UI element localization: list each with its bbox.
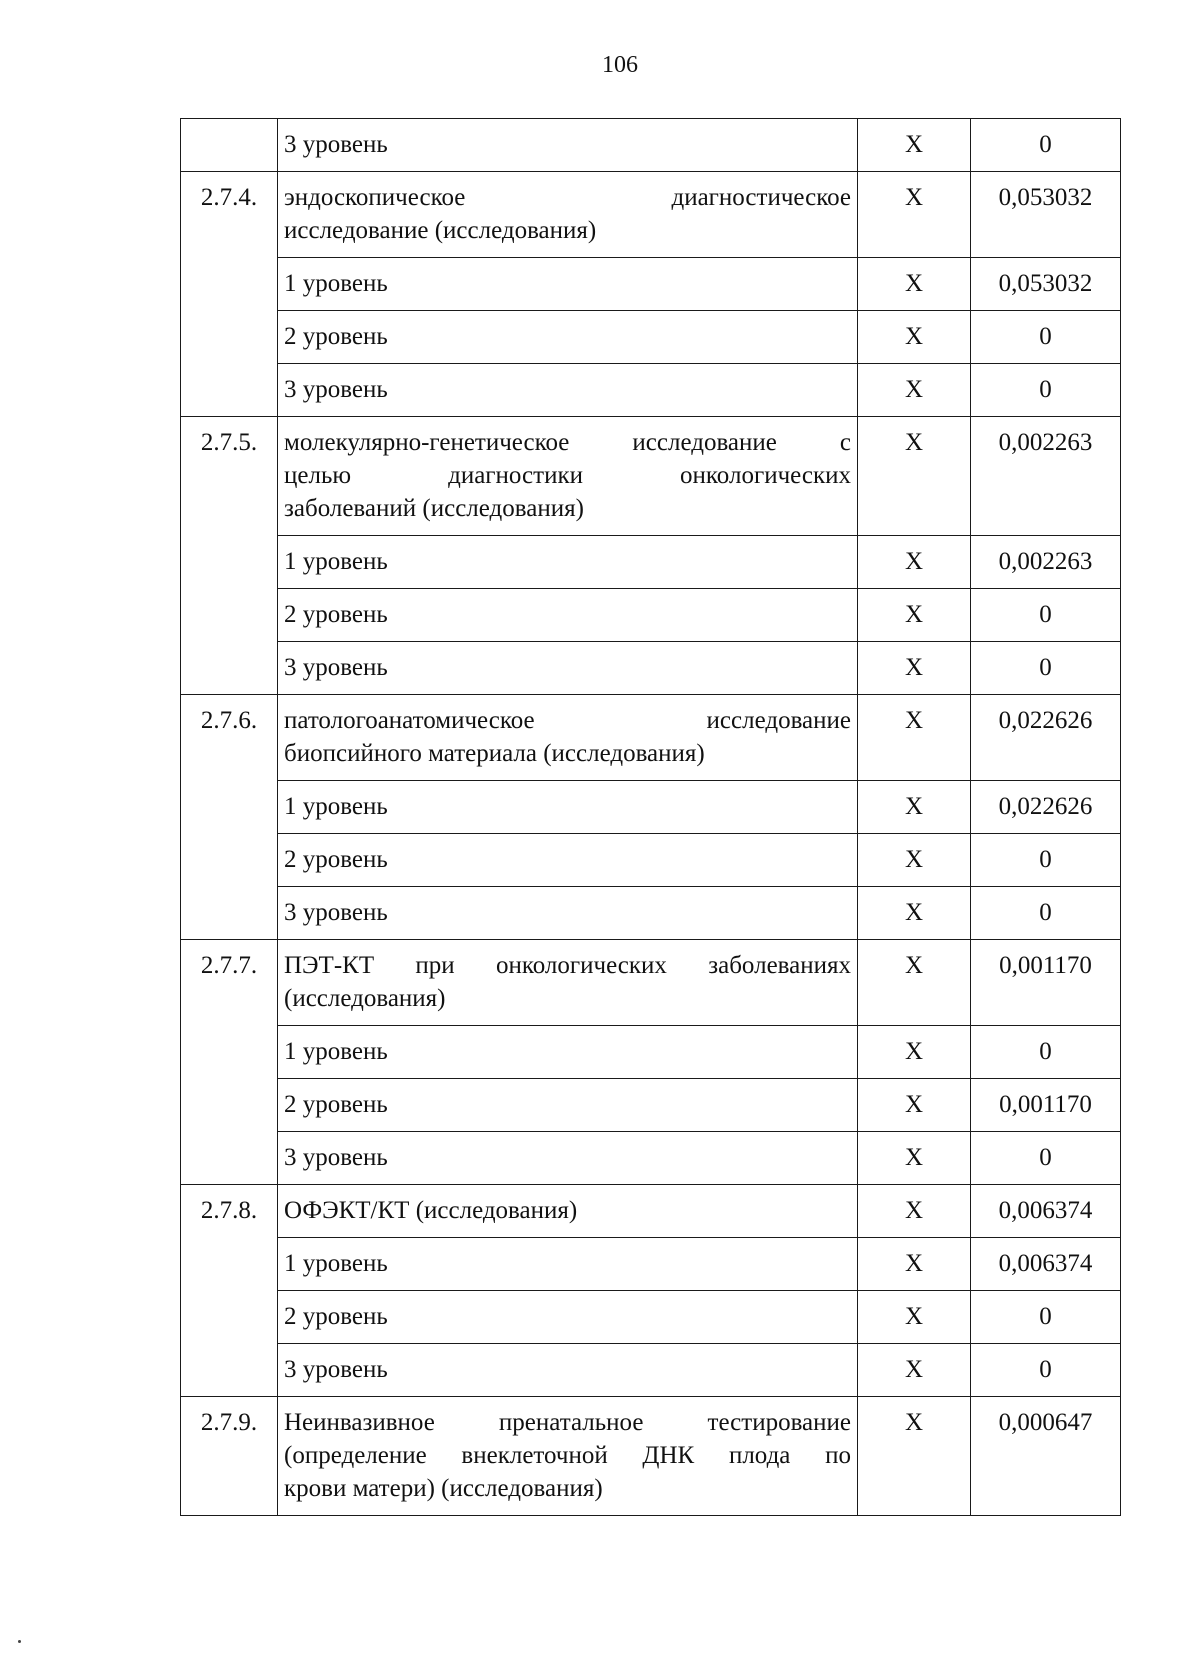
level-name-cell: [278, 1026, 858, 1079]
x-mark-cell: X: [858, 1344, 971, 1397]
name-text-line: биопсийного материала (исследования): [284, 740, 705, 767]
name-text-line: патологоанатомическое исследование: [284, 707, 851, 734]
table-row: [181, 781, 1121, 834]
table-row: [181, 1291, 1121, 1344]
table-row: [181, 695, 1121, 781]
table-row: [181, 119, 1121, 172]
section-number-cell: 2.7.7.: [181, 940, 278, 1185]
level-name-cell: [278, 589, 858, 642]
name-text-line: 3 уровень: [284, 376, 388, 403]
level-name-cell: [278, 536, 858, 589]
name-text-line: 2 уровень: [284, 601, 388, 628]
x-mark-cell: X: [858, 311, 971, 364]
level-name-cell: [278, 887, 858, 940]
value-cell: 0: [971, 642, 1121, 695]
level-name-cell: [278, 1291, 858, 1344]
table-row: [181, 1238, 1121, 1291]
table-row: [181, 417, 1121, 536]
name-text-line: 2 уровень: [284, 323, 388, 350]
indicator-name-cell: [278, 940, 858, 1026]
indicator-name-cell: [278, 695, 858, 781]
indicator-name-cell: [278, 1185, 858, 1238]
value-cell: 0: [971, 1291, 1121, 1344]
value-cell: 0: [971, 1026, 1121, 1079]
x-mark-cell: X: [858, 1132, 971, 1185]
table-row: [181, 1132, 1121, 1185]
name-text-line: 3 уровень: [284, 131, 388, 158]
x-mark-cell: X: [858, 1397, 971, 1516]
table-row: [181, 589, 1121, 642]
name-text-line: 3 уровень: [284, 1356, 388, 1383]
name-text-line: 1 уровень: [284, 793, 388, 820]
table-row: [181, 642, 1121, 695]
x-mark-cell: X: [858, 1079, 971, 1132]
name-text-line: заболеваний (исследования): [284, 495, 584, 522]
value-cell: 0,001170: [971, 940, 1121, 1026]
name-text-line: целью диагностики онкологических: [284, 462, 851, 489]
name-text-line: Неинвазивное пренатальное тестирование: [284, 1409, 851, 1436]
x-mark-cell: X: [858, 589, 971, 642]
table-row: [181, 311, 1121, 364]
value-cell: 0,001170: [971, 1079, 1121, 1132]
name-text-line: 1 уровень: [284, 548, 388, 575]
level-name-cell: [278, 1344, 858, 1397]
x-mark-cell: X: [858, 417, 971, 536]
table-row: [181, 1344, 1121, 1397]
section-number-cell: 2.7.9.: [181, 1397, 278, 1516]
name-text-line: 1 уровень: [284, 1250, 388, 1277]
name-text-line: 2 уровень: [284, 1091, 388, 1118]
value-cell: 0: [971, 834, 1121, 887]
x-mark-cell: X: [858, 834, 971, 887]
x-mark-cell: X: [858, 940, 971, 1026]
indicator-name-cell: [278, 172, 858, 258]
value-cell: 0,053032: [971, 258, 1121, 311]
name-text-line: 1 уровень: [284, 1038, 388, 1065]
x-mark-cell: X: [858, 695, 971, 781]
value-cell: 0: [971, 119, 1121, 172]
table-row: [181, 834, 1121, 887]
value-cell: 0,006374: [971, 1185, 1121, 1238]
value-cell: 0,022626: [971, 695, 1121, 781]
indicator-name-cell: [278, 1397, 858, 1516]
table-row: [181, 172, 1121, 258]
x-mark-cell: X: [858, 1291, 971, 1344]
table-row: [181, 1026, 1121, 1079]
value-cell: 0,002263: [971, 417, 1121, 536]
value-cell: 0,053032: [971, 172, 1121, 258]
table-row: [181, 940, 1121, 1026]
value-cell: 0: [971, 1344, 1121, 1397]
value-cell: 0: [971, 887, 1121, 940]
level-name-cell: [278, 834, 858, 887]
name-text-line: ПЭТ-КТ при онкологических заболеваниях: [284, 952, 851, 979]
table-row: [181, 887, 1121, 940]
table-row: [181, 364, 1121, 417]
x-mark-cell: X: [858, 642, 971, 695]
name-text-line: (исследования): [284, 985, 446, 1012]
x-mark-cell: X: [858, 172, 971, 258]
x-mark-cell: X: [858, 887, 971, 940]
name-text-line: 1 уровень: [284, 270, 388, 297]
name-text-line: исследование (исследования): [284, 217, 597, 244]
section-number-cell: 2.7.4.: [181, 172, 278, 417]
table-row: [181, 1079, 1121, 1132]
indicators-table: [180, 118, 1121, 1516]
level-name-cell: [278, 1132, 858, 1185]
table-row: [181, 1397, 1121, 1516]
value-cell: 0,000647: [971, 1397, 1121, 1516]
section-number-cell: 2.7.6.: [181, 695, 278, 940]
table-body: [181, 119, 1121, 1516]
level-name-cell: [278, 1079, 858, 1132]
level-name-cell: [278, 781, 858, 834]
table-row: [181, 1185, 1121, 1238]
table-row: [181, 536, 1121, 589]
x-mark-cell: X: [858, 119, 971, 172]
x-mark-cell: X: [858, 1238, 971, 1291]
value-cell: 0: [971, 589, 1121, 642]
name-text-line: 3 уровень: [284, 899, 388, 926]
level-name-cell: [278, 258, 858, 311]
name-text-line: молекулярно-генетическое исследование с: [284, 429, 851, 456]
section-number-cell: 2.7.5.: [181, 417, 278, 695]
level-name-cell: [278, 311, 858, 364]
name-text-line: 2 уровень: [284, 1303, 388, 1330]
table-row: [181, 258, 1121, 311]
scan-artifact-dot: [18, 1640, 21, 1643]
value-cell: 0: [971, 364, 1121, 417]
name-text-line: эндоскопическое диагностическое: [284, 184, 851, 211]
name-text-line: 3 уровень: [284, 1144, 388, 1171]
level-name-cell: [278, 364, 858, 417]
indicator-name-cell: [278, 417, 858, 536]
value-cell: 0,006374: [971, 1238, 1121, 1291]
name-text-line: ОФЭКТ/КТ (исследования): [284, 1197, 578, 1224]
name-text-line: 2 уровень: [284, 846, 388, 873]
level-name-cell: [278, 1238, 858, 1291]
section-number-cell: [181, 119, 278, 172]
level-name-cell: [278, 642, 858, 695]
name-text-line: (определение внеклеточной ДНК плода по: [284, 1442, 851, 1469]
x-mark-cell: X: [858, 258, 971, 311]
name-text-line: 3 уровень: [284, 654, 388, 681]
x-mark-cell: X: [858, 1185, 971, 1238]
name-text-line: крови матери) (исследования): [284, 1475, 603, 1502]
value-cell: 0: [971, 311, 1121, 364]
value-cell: 0,002263: [971, 536, 1121, 589]
value-cell: 0,022626: [971, 781, 1121, 834]
value-cell: 0: [971, 1132, 1121, 1185]
page-number: 106: [602, 52, 638, 78]
x-mark-cell: X: [858, 781, 971, 834]
section-number-cell: 2.7.8.: [181, 1185, 278, 1397]
x-mark-cell: X: [858, 1026, 971, 1079]
x-mark-cell: X: [858, 364, 971, 417]
level-name-cell: [278, 119, 858, 172]
x-mark-cell: X: [858, 536, 971, 589]
